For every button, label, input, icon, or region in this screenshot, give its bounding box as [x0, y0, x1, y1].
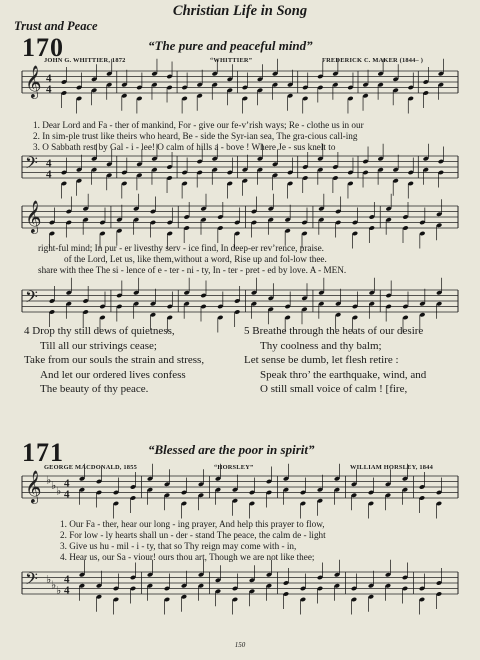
- stanza-4-line-2: Till all our strivings cease;: [40, 339, 157, 352]
- stanza-5-line-5: O still small voice of calm ! [fire,: [260, 383, 408, 396]
- hymn-171-verse-3: 3. Give us hu - mil - i - ty, that so Thy reign may come with - in,: [60, 541, 297, 551]
- svg-text:♭: ♭: [51, 579, 57, 592]
- svg-text:4: 4: [64, 477, 70, 490]
- hymn-171-first-line: “Blessed are the poor in spirit”: [148, 442, 315, 457]
- hymn-171-verse-2: 2. For low - ly hearts shall un - der - stand The peace, the calm de - light: [60, 530, 326, 540]
- hymn-170-system-1-verse-2: 2. In sim-ple trust like theirs who heard, Be - side the Syr-ian sea, The gra-cious call-ing: [33, 131, 358, 141]
- hymn-171-composer: WILLIAM HORSLEY, 1844: [350, 464, 433, 471]
- svg-text:♭: ♭: [56, 485, 62, 498]
- book-title: Christian Life in Song: [172, 3, 308, 19]
- svg-text:♭: ♭: [51, 479, 57, 492]
- svg-text:4: 4: [64, 584, 70, 597]
- hymn-170-author: JOHN G. WHITTIER, 1872: [44, 57, 126, 64]
- svg-text:4: 4: [46, 168, 52, 181]
- hymn-170-system-1-verse-3: 3. O Sabbath rest by Gal - i - lee! O calm of hills a - bove ! Where Je - sus knelt to: [33, 142, 336, 152]
- stanza-4-line-4: And let our ordered lives confess: [40, 368, 186, 381]
- stanza-5-line-1: 5 Breathe through the heats of our desire: [244, 325, 424, 337]
- hymn-170-system-2-verse-1: right-ful mind; In pur - er livesthy serv - ice find, In deep-er rev’rence, praise.: [38, 243, 324, 253]
- hymn-171-author: GEORGE MACDONALD, 1855: [44, 464, 137, 471]
- svg-text:𝄞: 𝄞: [25, 469, 42, 503]
- hymn-170-first-line: “The pure and peaceful mind”: [148, 38, 313, 53]
- stanza-4-line-3: Take from our souls the strain and stress,: [24, 354, 205, 367]
- svg-text:♭: ♭: [46, 574, 52, 586]
- hymn-number-170: 170: [22, 33, 64, 62]
- svg-text:4: 4: [46, 83, 52, 96]
- hymn-170-system-1-verse-1: 1. Dear Lord and Fa - ther of mankind, For - give our fe-v’rish ways; Re - clothe us in our: [33, 120, 364, 130]
- stanza-5-line-3: Let sense be dumb, let flesh retire :: [244, 354, 399, 367]
- svg-text:4: 4: [64, 573, 70, 586]
- svg-text:4: 4: [46, 157, 52, 170]
- page-number: 150: [234, 641, 246, 649]
- hymn-170-composer: FREDERICK C. MAKER (1844– ): [322, 57, 424, 64]
- stanza-4-line-5: The beauty of thy peace.: [40, 383, 149, 396]
- hymn-170-system-2-verse-2: of the Lord, Let us, like them,without a word, Rise up and fol-low thee.: [64, 254, 327, 264]
- stanza-5-line-4: Speak thro’ the earthquake, wind, and: [260, 368, 427, 381]
- svg-text:𝄢: 𝄢: [25, 568, 38, 593]
- stanza-4-line-1: 4 Drop thy still dews of quietness,: [24, 325, 175, 337]
- svg-text:♭: ♭: [56, 585, 62, 597]
- svg-text:4: 4: [64, 488, 70, 501]
- hymn-171-verse-4: 4. Hear us, our Sa - viour! ours thou art, Though we are not like thee;: [60, 552, 315, 562]
- svg-text:𝄞: 𝄞: [25, 64, 42, 98]
- hymn-170-system-2-verse-3: share with thee The si - lence of e - ter - ni - ty, In - ter - pret - ed by love. A - MEN.: [38, 265, 347, 275]
- hymn-171-verse-1: 1. Our Fa - ther, hear our long - ing prayer, And help this prayer to flow,: [60, 519, 325, 529]
- stanza-5-line-2: Thy coolness and thy balm;: [260, 339, 382, 352]
- svg-text:4: 4: [46, 72, 52, 85]
- svg-text:𝄢: 𝄢: [25, 286, 38, 311]
- svg-text:𝄢: 𝄢: [25, 152, 38, 177]
- svg-text:♭: ♭: [46, 474, 52, 487]
- hymn-171-tune-name: “HORSLEY”: [214, 464, 254, 471]
- section-label: Trust and Peace: [14, 19, 98, 33]
- hymn-number-171: 171: [22, 438, 64, 467]
- svg-text:𝄞: 𝄞: [25, 199, 42, 233]
- hymn-170-tune-name: “WHITTIER”: [210, 57, 253, 64]
